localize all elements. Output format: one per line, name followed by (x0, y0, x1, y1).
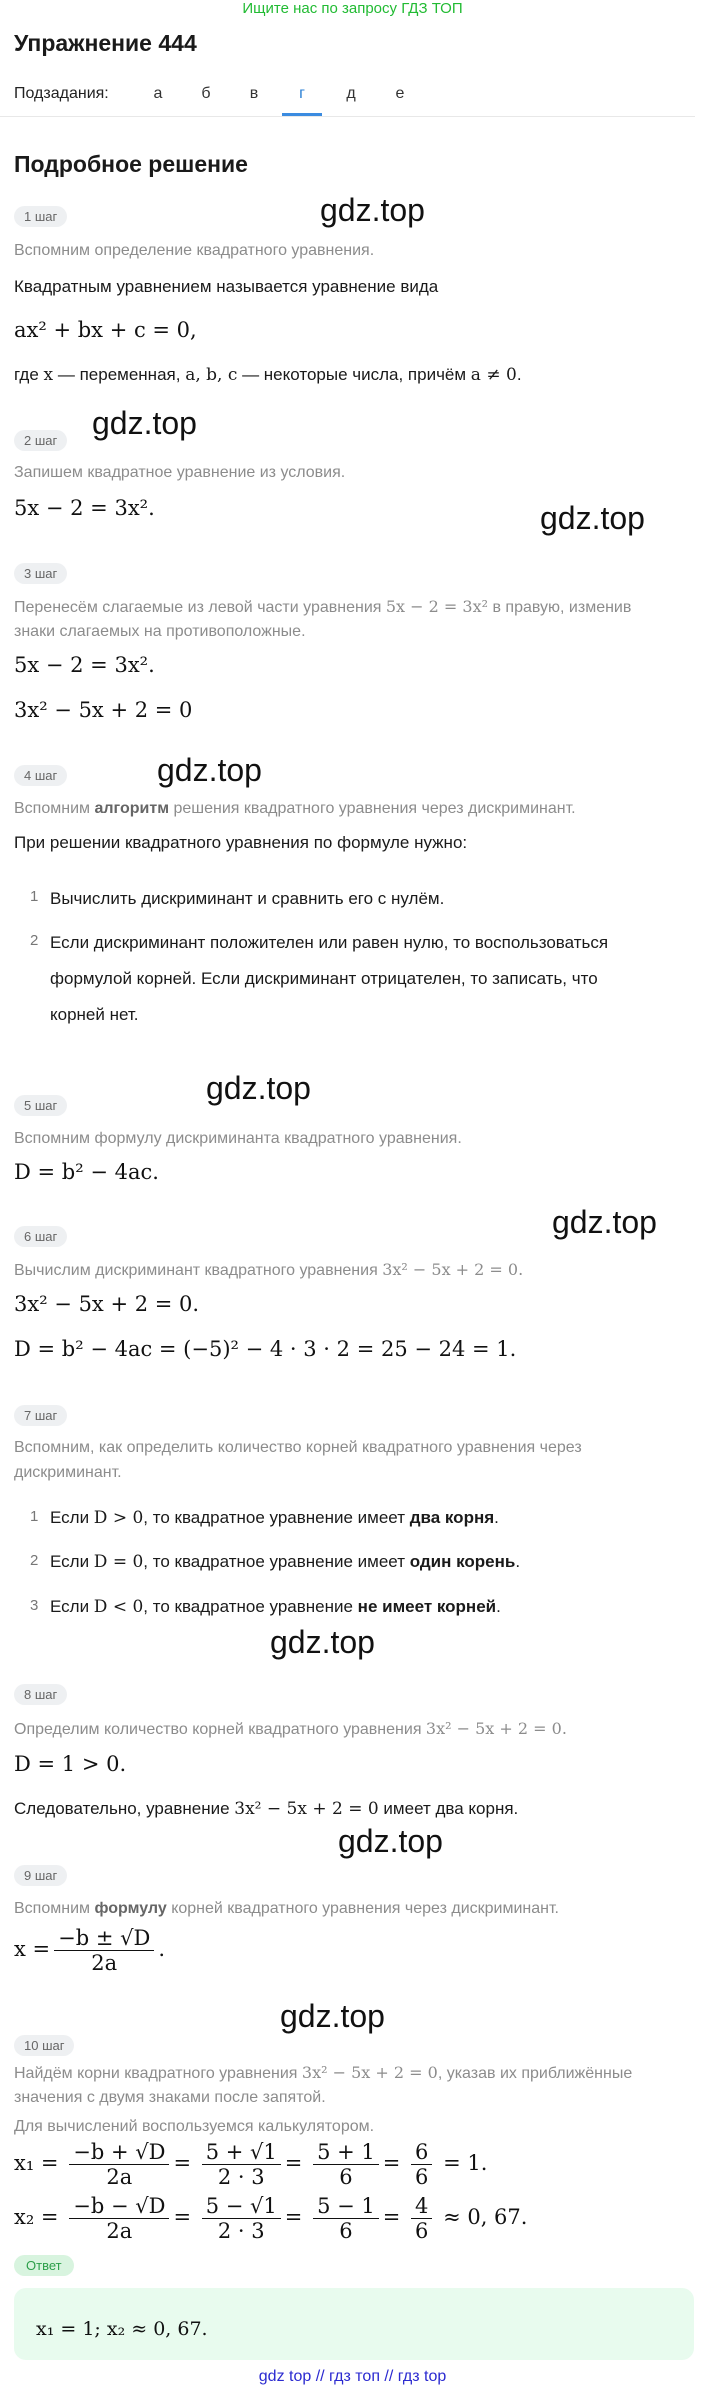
list-item: Вычислить дискриминант и сравнить его с нулём. (50, 889, 445, 908)
numerator: 6 (411, 2140, 432, 2165)
fraction (69, 2140, 169, 2189)
formula: 3x² − 5x + 2 = 0. (14, 1292, 200, 1316)
math-vars: a, b, c (185, 365, 238, 385)
tab-b[interactable]: б (201, 85, 211, 102)
text: в правую, изменив (488, 599, 632, 616)
watermark: gdz.top (338, 1823, 443, 1859)
text: . (515, 1552, 521, 1571)
list-number: 2 (30, 1552, 39, 1569)
text: Вычислим дискриминант квадратного уравнения (14, 1262, 383, 1279)
text: . (494, 1508, 499, 1527)
text: решения квадратного уравнения через дискриминант. (169, 800, 576, 817)
tab-g[interactable]: г (299, 85, 305, 102)
fraction (69, 2194, 169, 2243)
text: , то квадратное уравнение имеет (143, 1508, 410, 1527)
fraction (54, 1926, 154, 1975)
denominator: 2a (91, 1951, 118, 1975)
math-lhs: x₂ = (14, 2205, 59, 2229)
text: где (14, 365, 44, 384)
fraction (411, 2194, 432, 2243)
definition-text: Квадратным уравнением называется уравнение вида (14, 277, 439, 296)
formula: D = b² − 4ac. (14, 1160, 159, 1184)
step-note (14, 1257, 523, 1283)
text: , указав их приближённые (437, 2065, 633, 2082)
step-pill: 7 шаг (14, 1405, 67, 1426)
denominator: 6 (339, 2165, 353, 2189)
text: . (516, 365, 522, 384)
denominator: 2a (106, 2165, 133, 2189)
algorithm-intro: При решении квадратного уравнения по формуле нужно: (14, 833, 468, 852)
math-lhs: x₁ = (14, 2151, 59, 2175)
math-inline: D = 0 (93, 1552, 144, 1572)
watermark: gdz.top (540, 500, 645, 536)
tab-v[interactable]: в (249, 85, 259, 102)
formula: D = b² − 4ac = (−5)² − 4 · 3 · 2 = 25 − 24 = 1. (14, 1337, 517, 1361)
math-cond: a ≠ 0 (470, 365, 517, 385)
watermark: gdz.top (320, 192, 425, 228)
math-inline: 3x² − 5x + 2 = 0 (301, 2063, 438, 2082)
text: . (496, 1597, 501, 1616)
step-note: Вспомним формулу дискриминанта квадратного уравнения. (14, 1130, 462, 1147)
text-bold: один корень (409, 1552, 516, 1571)
list-item (50, 1505, 499, 1531)
text-bold: формулу (94, 1900, 167, 1917)
step-note: дискриминант. (14, 1464, 122, 1481)
fraction (202, 2194, 281, 2243)
math-end: ≈ 0, 67. (443, 2205, 528, 2229)
tabs-divider (0, 116, 695, 117)
numerator: 4 (411, 2194, 432, 2219)
tab-d[interactable]: д (346, 85, 356, 102)
list-number: 2 (30, 932, 39, 949)
numerator: −b − √D (69, 2194, 169, 2219)
formula: 5x − 2 = 3x². (14, 653, 155, 677)
watermark: gdz.top (157, 752, 262, 788)
numerator: 5 + √1 (202, 2140, 281, 2165)
conclusion (14, 1796, 518, 1822)
step-note: Вспомним определение квадратного уравнения. (14, 242, 375, 259)
formula: D = 1 > 0. (14, 1752, 127, 1776)
text: — некоторые числа, причём (237, 365, 471, 384)
x1-calculation: x₁ = $\frac{-b + √D}{2a}$ = $\frac{5 + √1}{2 \cdot 3}$ = $\frac{5 + 1}{6}$ = $\frac{6}{6}$ = 1. (14, 2140, 488, 2189)
numerator: 5 − 1 (313, 2194, 379, 2219)
fraction (411, 2140, 432, 2189)
step-pill: 2 шаг (14, 430, 67, 451)
subtasks-label: Подзадания: (14, 85, 109, 102)
fraction (313, 2194, 379, 2243)
text: Если (50, 1508, 94, 1527)
denominator: 6 (339, 2219, 353, 2243)
step-pill: 6 шаг (14, 1226, 67, 1247)
footer-links[interactable]: gdz top // гдз топ // гдз top (258, 2368, 447, 2385)
step-note: Вспомним, как определить количество корней квадратного уравнения через (14, 1439, 582, 1456)
step-note: Для вычислений воспользуемся калькулятором. (14, 2118, 375, 2135)
step-note (14, 594, 631, 620)
definition-where (14, 362, 522, 388)
text: Если (50, 1552, 94, 1571)
text: Определим количество корней квадратного уравнения (14, 1721, 426, 1738)
math-end: . (158, 1937, 166, 1961)
text: Найдём корни квадратного уравнения (14, 2065, 302, 2082)
math-inline: D < 0 (93, 1597, 144, 1617)
top-banner[interactable]: Ищите нас по запросу ГДЗ ТОП (242, 0, 463, 17)
denominator: 2 · 3 (217, 2219, 265, 2243)
text: имеет два корня. (378, 1799, 519, 1818)
text: корней квадратного уравнения через дискриминант. (166, 1900, 559, 1917)
formula: 3x² − 5x + 2 = 0 (14, 698, 193, 722)
watermark: gdz.top (280, 1998, 385, 2034)
text: — переменная, (53, 365, 186, 384)
text: Следовательно, уравнение (14, 1799, 235, 1818)
text-bold: не имеет корней (357, 1597, 497, 1616)
list-item: формулой корней. Если дискриминант отрицателен, то записать, что (50, 969, 598, 988)
step-pill: 1 шаг (14, 206, 67, 227)
roots-formula (14, 1926, 165, 1975)
watermark: gdz.top (92, 405, 197, 441)
formula: 5x − 2 = 3x². (14, 496, 155, 520)
denominator: 6 (415, 2219, 429, 2243)
numerator: −b + √D (69, 2140, 169, 2165)
text: Перенесём слагаемые из левой части уравнения (14, 599, 386, 616)
list-item (50, 1594, 501, 1620)
tab-a[interactable]: а (153, 85, 163, 102)
numerator: −b ± √D (54, 1926, 154, 1951)
formula: ax² + bx + c = 0, (14, 318, 197, 342)
list-item: Если дискриминант положителен или равен нулю, то воспользоваться (50, 933, 609, 952)
step-note (14, 1716, 567, 1742)
step-pill: 5 шаг (14, 1095, 67, 1116)
step-note: Запишем квадратное уравнение из условия. (14, 464, 346, 481)
text-bold: два корня (409, 1508, 495, 1527)
math-inline: 3x² − 5x + 2 = 0. (382, 1260, 524, 1279)
step-note: значения с двумя знаками после запятой. (14, 2089, 326, 2106)
math-inline: D > 0 (93, 1508, 144, 1528)
text: Вспомним (14, 800, 95, 817)
x2-calculation: x₂ = $\frac{-b - √D}{2a}$ = $\frac{5 - √1}{2 \cdot 3}$ = $\frac{5 - 1}{6}$ = $\frac{4}{6}$ ≈ 0, 67. (14, 2194, 528, 2243)
list-item: корней нет. (50, 1005, 139, 1024)
step-note (14, 796, 576, 821)
list-number: 3 (30, 1597, 39, 1614)
math-inline: 3x² − 5x + 2 = 0 (234, 1799, 379, 1819)
watermark: gdz.top (270, 1624, 375, 1660)
text: , то квадратное уравнение (143, 1597, 358, 1616)
tab-e[interactable]: е (395, 85, 405, 102)
step-pill: 3 шаг (14, 563, 67, 584)
text: Если (50, 1597, 94, 1616)
text-bold: алгоритм (94, 800, 170, 817)
numerator: 5 − √1 (202, 2194, 281, 2219)
denominator: 2 · 3 (217, 2165, 265, 2189)
denominator: 2a (106, 2219, 133, 2243)
denominator: 6 (415, 2165, 429, 2189)
list-number: 1 (30, 888, 39, 905)
step-pill: 4 шаг (14, 765, 67, 786)
step-pill: 9 шаг (14, 1865, 67, 1886)
page-title: Упражнение 444 (14, 30, 197, 56)
math-var: x (43, 365, 54, 385)
step-note: знаки слагаемых на противоположные. (14, 623, 306, 640)
answer-pill: Ответ (14, 2255, 74, 2276)
math-end: = 1. (443, 2151, 488, 2175)
answer-text: x₁ = 1; x₂ ≈ 0, 67. (36, 2318, 208, 2340)
fraction (202, 2140, 281, 2189)
math-inline: 5x − 2 = 3x² (385, 597, 489, 616)
math-lhs: x = (14, 1937, 51, 1961)
numerator: 5 + 1 (313, 2140, 379, 2165)
fraction (313, 2140, 379, 2189)
step-note (14, 2060, 632, 2086)
watermark: gdz.top (206, 1070, 311, 1106)
text: , то квадратное уравнение имеет (143, 1552, 410, 1571)
list-item (50, 1549, 520, 1575)
watermark: gdz.top (552, 1204, 657, 1240)
math-inline: 3x² − 5x + 2 = 0. (425, 1719, 567, 1738)
text: Вспомним (14, 1900, 95, 1917)
step-pill: 8 шаг (14, 1684, 67, 1705)
list-number: 1 (30, 1508, 39, 1525)
solution-heading: Подробное решение (14, 151, 248, 177)
step-pill: 10 шаг (14, 2035, 74, 2056)
step-note (14, 1896, 559, 1921)
